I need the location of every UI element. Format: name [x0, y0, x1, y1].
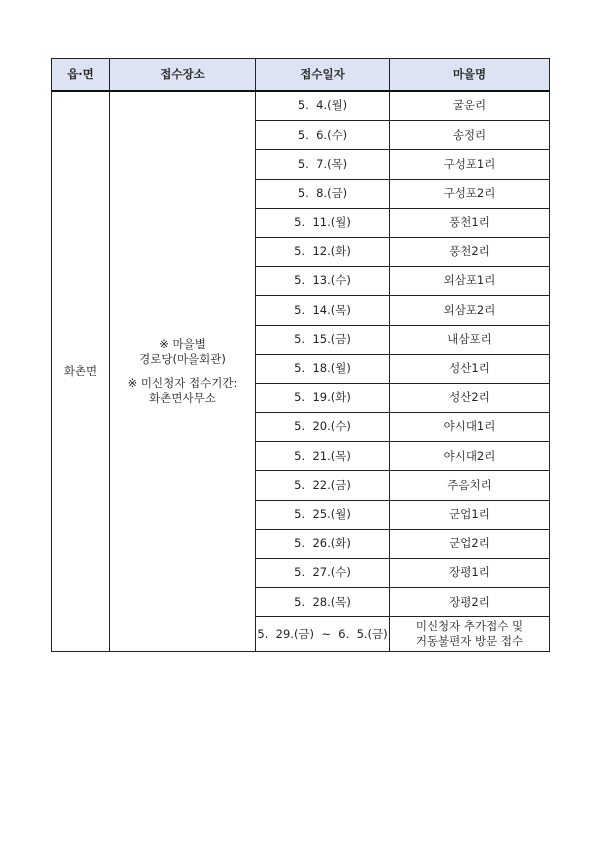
village-cell: 풍천2리 — [390, 237, 550, 266]
village-cell: 장평2리 — [390, 588, 550, 617]
village-cell: 군업1리 — [390, 500, 550, 529]
village-cell: 장평1리 — [390, 559, 550, 588]
date-cell: 5. 22.(금) — [256, 471, 390, 500]
date-range-cell: 5. 29.(금) ~ 6. 5.(금) — [256, 617, 390, 652]
village-cell: 구성포2리 — [390, 179, 550, 208]
header-village: 마을명 — [390, 59, 550, 92]
village-cell: 성산1리 — [390, 354, 550, 383]
table-row — [52, 91, 550, 121]
date-cell: 5. 13.(수) — [256, 267, 390, 296]
schedule-table — [51, 58, 550, 652]
village-cell: 풍천1리 — [390, 208, 550, 237]
place-note-4: 화촌면사무소 — [149, 391, 216, 406]
header-row — [52, 59, 550, 92]
place-note-2: 경로당(마을회관) — [139, 352, 226, 367]
place-note-1: ※ 마을별 — [159, 336, 206, 351]
village-cell: 야시대2리 — [390, 442, 550, 471]
district-cell: 화촌면 — [52, 91, 110, 652]
village-cell: 구성포1리 — [390, 150, 550, 179]
village-cell: 외삼포2리 — [390, 296, 550, 325]
place-note-gap — [110, 368, 255, 376]
village-cell: 주음치리 — [390, 471, 550, 500]
village-cell: 송정리 — [390, 121, 550, 150]
date-cell: 5. 14.(목) — [256, 296, 390, 325]
village-cell: 군업2리 — [390, 529, 550, 558]
place-cell — [110, 91, 256, 652]
date-cell: 5. 27.(수) — [256, 559, 390, 588]
village-cell: 굴운리 — [390, 91, 550, 121]
village-cell: 야시대1리 — [390, 413, 550, 442]
header-place: 접수장소 — [110, 59, 256, 92]
header-district: 읍·면 — [52, 59, 110, 92]
date-cell: 5. 7.(목) — [256, 150, 390, 179]
extra-note-line-1: 미신청자 추가접수 및 — [415, 618, 524, 633]
header-date: 접수일자 — [256, 59, 390, 92]
date-cell: 5. 11.(월) — [256, 208, 390, 237]
village-cell: 내삼포리 — [390, 325, 550, 354]
date-cell: 5. 20.(수) — [256, 413, 390, 442]
date-cell: 5. 28.(목) — [256, 588, 390, 617]
date-cell: 5. 19.(화) — [256, 383, 390, 412]
extra-note-cell — [390, 617, 550, 652]
date-cell: 5. 12.(화) — [256, 237, 390, 266]
date-cell: 5. 15.(금) — [256, 325, 390, 354]
extra-note-line-2: 거동불편자 방문 접수 — [415, 634, 524, 649]
date-cell: 5. 25.(월) — [256, 500, 390, 529]
date-cell: 5. 4.(월) — [256, 91, 390, 121]
date-cell: 5. 26.(화) — [256, 529, 390, 558]
date-cell: 5. 6.(수) — [256, 121, 390, 150]
date-cell: 5. 21.(목) — [256, 442, 390, 471]
village-cell: 성산2리 — [390, 383, 550, 412]
place-note-3: ※ 미신청자 접수기간: — [127, 375, 238, 390]
date-cell: 5. 18.(월) — [256, 354, 390, 383]
village-cell: 외삼포1리 — [390, 267, 550, 296]
date-cell: 5. 8.(금) — [256, 179, 390, 208]
